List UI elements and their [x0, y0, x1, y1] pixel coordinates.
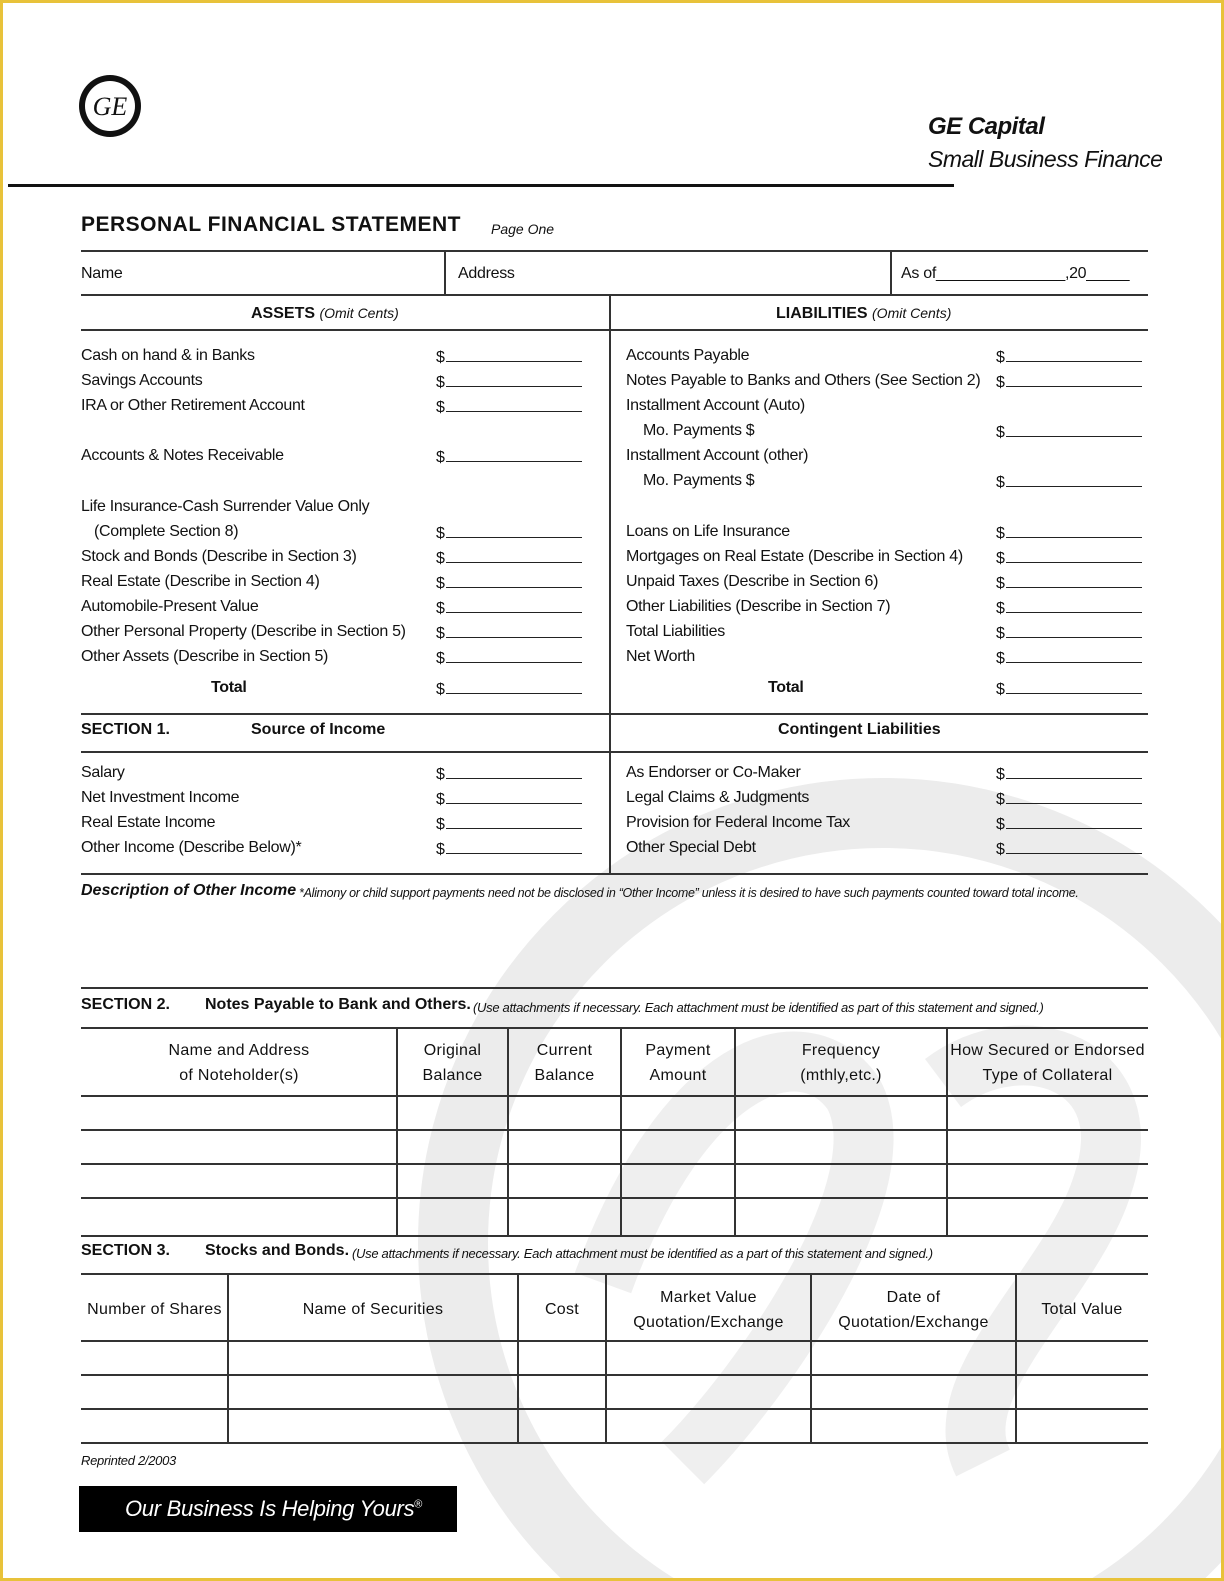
divider	[605, 1273, 607, 1442]
center-divider	[609, 295, 611, 873]
section3-number: SECTION 3.	[81, 1242, 170, 1259]
footer-slogan: Our Business Is Helping Yours®	[125, 1496, 423, 1521]
column-header: Name and Address of Noteholder(s)	[168, 1042, 310, 1084]
asset-amount-field[interactable]: $	[436, 623, 582, 643]
contingent-amount-field[interactable]: $	[996, 839, 1142, 859]
contingent-title: Contingent Liabilities	[778, 721, 941, 738]
income-label: Other Income (Describe Below)*	[81, 839, 302, 856]
table-row	[81, 1340, 1148, 1342]
asset-label: IRA or Other Retirement Account	[81, 397, 305, 414]
section3-title: Stocks and Bonds.	[205, 1242, 350, 1259]
liability-label: Accounts Payable	[626, 347, 750, 364]
assets-total-field[interactable]: $	[436, 679, 582, 699]
asset-label: Other Personal Property (Describe in Section 5)	[81, 623, 406, 640]
column-header: Name of Securities	[302, 1301, 444, 1318]
table-row	[81, 1197, 1148, 1199]
liabilities-total-label: Total	[768, 679, 804, 696]
column-header: Number of Shares	[87, 1301, 222, 1318]
name-field[interactable]: Name	[81, 265, 123, 282]
liability-amount-field[interactable]: $	[996, 472, 1142, 492]
asset-amount-field[interactable]: $	[436, 548, 582, 568]
contingent-amount-field[interactable]: $	[996, 764, 1142, 784]
divider	[444, 251, 446, 294]
income-amount-field[interactable]: $	[436, 839, 582, 859]
income-amount-field[interactable]: $	[436, 764, 582, 784]
asset-amount-field[interactable]: $	[436, 523, 582, 543]
asset-label: Accounts & Notes Receivable	[81, 447, 284, 464]
liability-label: Total Liabilities	[626, 623, 725, 640]
division-name: Small Business Finance	[928, 146, 1163, 172]
contingent-label: As Endorser or Co-Maker	[626, 764, 801, 781]
assets-heading-note: (Omit Cents)	[319, 305, 399, 321]
asset-label: Stock and Bonds (Describe in Section 3)	[81, 548, 357, 565]
liability-label: Installment Account (other)	[626, 447, 809, 464]
liability-label: Mo. Payments $	[643, 422, 755, 439]
liability-amount-field[interactable]: $	[996, 598, 1142, 618]
other-income-note: *Alimony or child support payments need not be disclosed in “Other Income” unless it is desired to have such payments counted toward total income.	[299, 886, 1079, 900]
divider	[396, 1027, 398, 1235]
asset-amount-field[interactable]: $	[436, 648, 582, 668]
table-row	[81, 1163, 1148, 1165]
ge-logo-icon	[77, 73, 143, 139]
asset-amount-field[interactable]: $	[436, 573, 582, 593]
page-title: PERSONAL FINANCIAL STATEMENT	[81, 213, 461, 236]
asset-label: (Complete Section 8)	[94, 523, 239, 540]
asset-label: Savings Accounts	[81, 372, 203, 389]
section1-number: SECTION 1.	[81, 721, 170, 738]
liability-label: Installment Account (Auto)	[626, 397, 805, 414]
table-row	[81, 1095, 1148, 1097]
page-label: Page One	[491, 221, 555, 237]
divider	[810, 1273, 812, 1442]
table-row	[81, 1129, 1148, 1131]
divider	[81, 329, 1148, 331]
divider	[81, 873, 1148, 875]
divider	[81, 1273, 1148, 1275]
divider	[890, 251, 892, 294]
column-header: Cost	[544, 1301, 580, 1318]
liability-label: Other Liabilities (Describe in Section 7)	[626, 598, 891, 615]
divider	[81, 751, 1148, 753]
liability-amount-field[interactable]: $	[996, 548, 1142, 568]
contingent-label: Provision for Federal Income Tax	[626, 814, 850, 831]
assets-total-label: Total	[211, 679, 247, 696]
section2-number: SECTION 2.	[81, 996, 170, 1013]
divider	[620, 1027, 622, 1235]
liability-label: Mo. Payments $	[643, 472, 755, 489]
divider	[517, 1273, 519, 1442]
income-label: Salary	[81, 764, 125, 781]
asset-label: Real Estate (Describe in Section 4)	[81, 573, 320, 590]
liability-amount-field[interactable]: $	[996, 372, 1142, 392]
liabilities-heading: LIABILITIES (Omit Cents)	[776, 305, 952, 322]
column-header: Current Balance	[534, 1042, 595, 1084]
liability-amount-field[interactable]: $	[996, 523, 1142, 543]
liability-amount-field[interactable]: $	[996, 623, 1142, 643]
liability-label: Notes Payable to Banks and Others (See Section 2)	[626, 372, 981, 389]
contingent-label: Legal Claims & Judgments	[626, 789, 810, 806]
other-income-label: Description of Other Income	[81, 882, 297, 899]
divider	[81, 250, 1148, 252]
asset-amount-field[interactable]: $	[436, 347, 582, 367]
liability-label: Unpaid Taxes (Describe in Section 6)	[626, 573, 879, 590]
column-header: Total Value	[1041, 1301, 1123, 1318]
asset-amount-field[interactable]: $	[436, 397, 582, 417]
asset-amount-field[interactable]: $	[436, 598, 582, 618]
liability-label: Loans on Life Insurance	[626, 523, 790, 540]
divider	[81, 713, 1148, 715]
column-header: How Secured or Endorsed Type of Collateral	[950, 1042, 1145, 1084]
table-row	[81, 1374, 1148, 1376]
section3-note: (Use attachments if necessary. Each attachment must be identified as a part of this statement and signed.)	[352, 1246, 933, 1261]
logo-text: GE	[92, 92, 128, 121]
liabilities-heading-note: (Omit Cents)	[872, 305, 952, 321]
header-rule	[8, 184, 954, 187]
section1-title: Source of Income	[251, 721, 386, 738]
liability-amount-field[interactable]: $	[996, 422, 1142, 442]
divider	[1015, 1273, 1017, 1442]
income-label: Real Estate Income	[81, 814, 216, 831]
divider	[81, 1027, 1148, 1029]
divider	[81, 1442, 1148, 1444]
divider	[227, 1273, 229, 1442]
asset-amount-field[interactable]: $	[436, 447, 582, 467]
income-amount-field[interactable]: $	[436, 789, 582, 809]
column-header: Original Balance	[422, 1042, 483, 1084]
divider	[946, 1027, 948, 1235]
liability-label: Net Worth	[626, 648, 696, 665]
income-label: Net Investment Income	[81, 789, 240, 806]
section2-note: (Use attachments if necessary. Each attachment must be identified as part of this statement and signed.)	[473, 1000, 1044, 1015]
column-header: Market Value Quotation/Exchange	[633, 1289, 784, 1331]
liability-amount-field[interactable]: $	[996, 648, 1142, 668]
income-amount-field[interactable]: $	[436, 814, 582, 834]
column-header: Date of Quotation/Exchange	[838, 1289, 989, 1331]
contingent-amount-field[interactable]: $	[996, 789, 1142, 809]
liabilities-total-field[interactable]: $	[996, 679, 1142, 699]
asset-label: Automobile-Present Value	[81, 598, 259, 615]
column-header: Payment Amount	[645, 1042, 711, 1084]
company-name: GE Capital	[928, 113, 1045, 140]
divider	[81, 987, 1148, 989]
divider	[507, 1027, 509, 1235]
asset-amount-field[interactable]: $	[436, 372, 582, 392]
other-income-description-field[interactable]	[81, 908, 1148, 986]
address-field[interactable]: Address	[458, 265, 515, 282]
liability-label: Mortgages on Real Estate (Describe in Section 4)	[626, 548, 963, 565]
divider	[81, 1235, 1148, 1237]
asset-label: Life Insurance-Cash Surrender Value Only	[81, 498, 370, 515]
liability-amount-field[interactable]: $	[996, 573, 1142, 593]
as-of-date-field[interactable]: As of_______________,20_____	[901, 265, 1130, 282]
table-row	[81, 1408, 1148, 1410]
contingent-label: Other Special Debt	[626, 839, 756, 856]
divider	[734, 1027, 736, 1235]
section2-title: Notes Payable to Bank and Others.	[205, 996, 471, 1013]
contingent-amount-field[interactable]: $	[996, 814, 1142, 834]
assets-heading: ASSETS (Omit Cents)	[251, 305, 399, 322]
column-header: Frequency (mthly,etc.)	[800, 1042, 882, 1084]
liability-amount-field[interactable]: $	[996, 347, 1142, 367]
divider	[81, 294, 1148, 296]
reprint-date: Reprinted 2/2003	[81, 1453, 176, 1468]
asset-label: Cash on hand & in Banks	[81, 347, 255, 364]
asset-label: Other Assets (Describe in Section 5)	[81, 648, 329, 665]
